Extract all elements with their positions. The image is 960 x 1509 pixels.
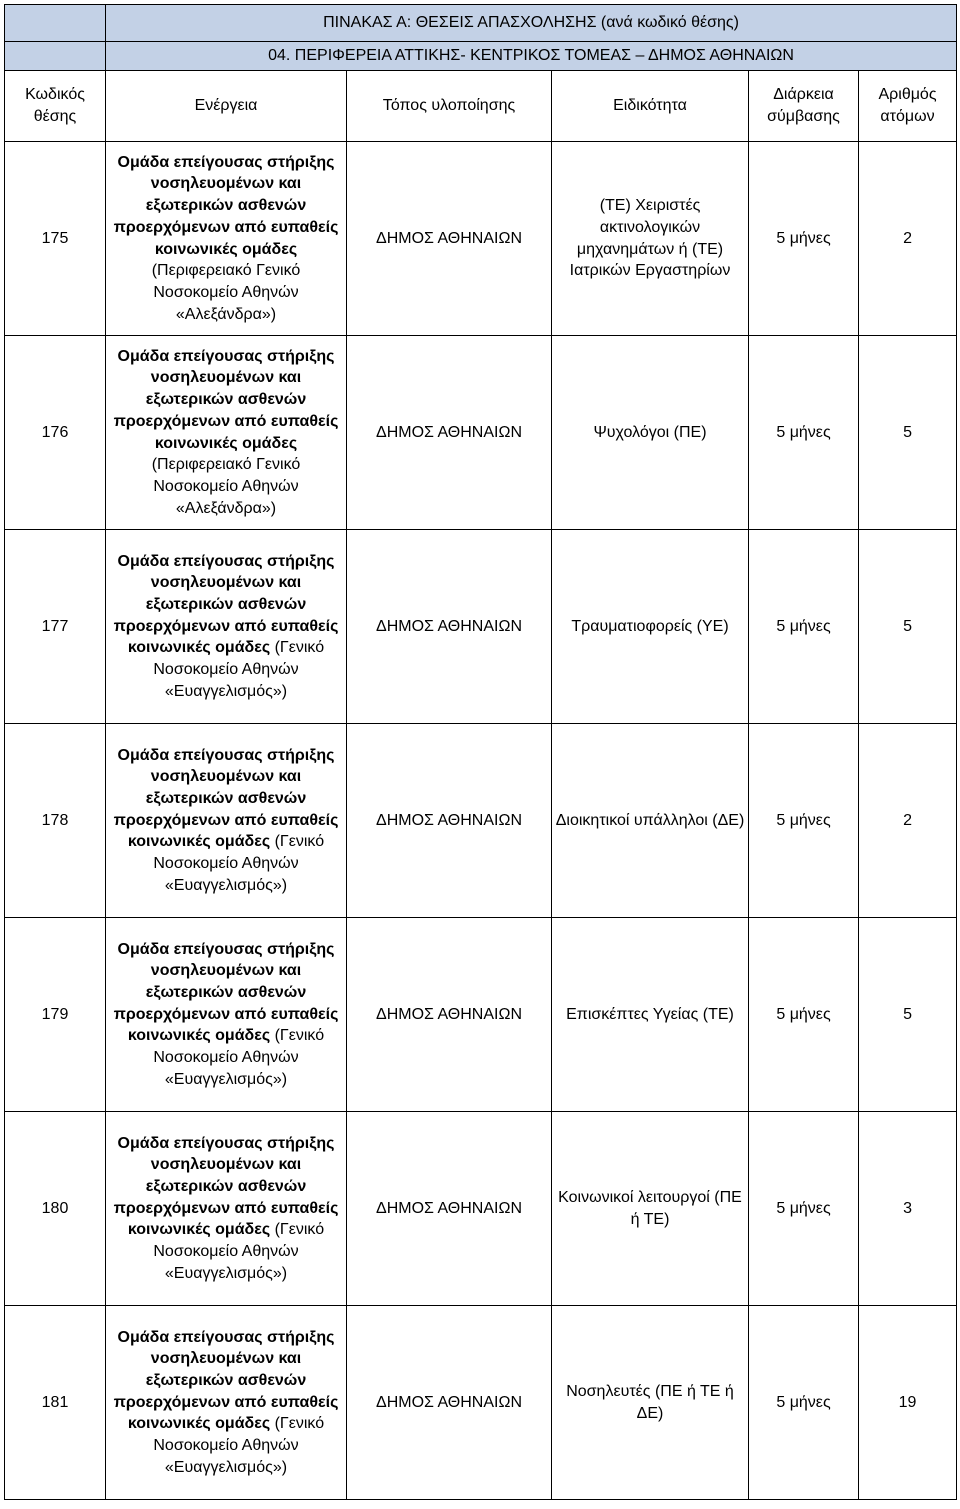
activity-cell — [106, 142, 347, 336]
activity-bold: Ομάδα επείγουσας στήριξης νοσηλευομένων και εξωτερικών ασθενών προερχόμενων από ευπαθείς κοινωνικές ομάδες — [113, 1328, 339, 1433]
table-title-row — [5, 5, 957, 42]
position-code: 175 — [5, 142, 106, 336]
table-row — [5, 1306, 957, 1500]
activity-bold: Ομάδα επείγουσας στήριξης νοσηλευομένων και εξωτερικών ασθενών προερχόμενων από ευπαθείς κοινωνικές ομάδες — [113, 347, 339, 452]
activity-cell — [106, 336, 347, 530]
table-row — [5, 336, 957, 530]
location-cell: ΔΗΜΟΣ ΑΘΗΝΑΙΩΝ — [347, 918, 552, 1112]
header-code: Κωδικός θέσης — [5, 71, 106, 142]
duration-cell: 5 μήνες — [749, 1306, 859, 1500]
count-cell: 3 — [859, 1112, 957, 1306]
table-row — [5, 918, 957, 1112]
duration-cell: 5 μήνες — [749, 918, 859, 1112]
duration-cell: 5 μήνες — [749, 530, 859, 724]
activity-detail: (Γενικό Νοσοκομείο Αθηνών «Ευαγγελισμός») — [153, 1415, 325, 1476]
count-cell: 2 — [859, 142, 957, 336]
count-cell: 19 — [859, 1306, 957, 1500]
header-row — [5, 71, 957, 142]
activity-bold: Ομάδα επείγουσας στήριξης νοσηλευομένων και εξωτερικών ασθενών προερχόμενων από ευπαθείς κοινωνικές ομάδες — [113, 746, 339, 851]
activity-cell — [106, 724, 347, 918]
specialty-cell: Διοικητικοί υπάλληλοι (ΔΕ) — [552, 724, 749, 918]
header-activity: Ενέργεια — [106, 71, 347, 142]
position-code: 178 — [5, 724, 106, 918]
activity-cell — [106, 918, 347, 1112]
activity-detail: (Γενικό Νοσοκομείο Αθηνών «Ευαγγελισμός») — [153, 1221, 325, 1282]
header-location: Τόπος υλοποίησης — [347, 71, 552, 142]
subtitle-blank-cell — [5, 42, 106, 71]
count-cell: 2 — [859, 724, 957, 918]
table-row — [5, 724, 957, 918]
count-cell: 5 — [859, 336, 957, 530]
position-code: 181 — [5, 1306, 106, 1500]
specialty-cell: (ΤΕ) Χειριστές ακτινολογικών μηχανημάτων ή (ΤΕ) Ιατρικών Εργαστηρίων — [552, 142, 749, 336]
activity-detail: (Γενικό Νοσοκομείο Αθηνών «Ευαγγελισμός») — [153, 639, 325, 700]
activity-bold: Ομάδα επείγουσας στήριξης νοσηλευομένων και εξωτερικών ασθενών προερχόμενων από ευπαθείς κοινωνικές ομάδες — [113, 552, 339, 657]
duration-cell: 5 μήνες — [749, 1112, 859, 1306]
table-row — [5, 1112, 957, 1306]
activity-cell — [106, 1112, 347, 1306]
duration-cell: 5 μήνες — [749, 336, 859, 530]
header-specialty: Ειδικότητα — [552, 71, 749, 142]
activity-detail: (Γενικό Νοσοκομείο Αθηνών «Ευαγγελισμός») — [153, 833, 325, 894]
table-row — [5, 530, 957, 724]
position-code: 176 — [5, 336, 106, 530]
table-subtitle: 04. ΠΕΡΙΦΕΡΕΙΑ ΑΤΤΙΚΗΣ- ΚΕΝΤΡΙΚΟΣ ΤΟΜΕΑΣ – ΔΗΜΟΣ ΑΘΗΝΑΙΩΝ — [106, 42, 957, 71]
location-cell: ΔΗΜΟΣ ΑΘΗΝΑΙΩΝ — [347, 1112, 552, 1306]
specialty-cell: Τραυματιοφορείς (ΥΕ) — [552, 530, 749, 724]
table-subtitle-row — [5, 42, 957, 71]
activity-bold: Ομάδα επείγουσας στήριξης νοσηλευομένων και εξωτερικών ασθενών προερχόμενων από ευπαθείς κοινωνικές ομάδες — [113, 940, 339, 1045]
activity-cell — [106, 530, 347, 724]
specialty-cell: Νοσηλευτές (ΠΕ ή ΤΕ ή ΔΕ) — [552, 1306, 749, 1500]
specialty-cell: Ψυχολόγοι (ΠΕ) — [552, 336, 749, 530]
location-cell: ΔΗΜΟΣ ΑΘΗΝΑΙΩΝ — [347, 724, 552, 918]
duration-cell: 5 μήνες — [749, 724, 859, 918]
location-cell: ΔΗΜΟΣ ΑΘΗΝΑΙΩΝ — [347, 142, 552, 336]
activity-detail: (Γενικό Νοσοκομείο Αθηνών «Ευαγγελισμός») — [153, 1027, 325, 1088]
duration-cell: 5 μήνες — [749, 142, 859, 336]
count-cell: 5 — [859, 530, 957, 724]
activity-detail: (Περιφερειακό Γενικό Νοσοκομείο Αθηνών «Αλεξάνδρα») — [151, 456, 301, 517]
table-title: ΠΙΝΑΚΑΣ Α: ΘΕΣΕΙΣ ΑΠΑΣΧΟΛΗΣΗΣ (ανά κωδικό θέσης) — [106, 5, 957, 42]
header-count: Αριθμός ατόμων — [859, 71, 957, 142]
positions-table — [4, 4, 957, 1500]
header-duration: Διάρκεια σύμβασης — [749, 71, 859, 142]
table-row — [5, 142, 957, 336]
position-code: 180 — [5, 1112, 106, 1306]
location-cell: ΔΗΜΟΣ ΑΘΗΝΑΙΩΝ — [347, 1306, 552, 1500]
location-cell: ΔΗΜΟΣ ΑΘΗΝΑΙΩΝ — [347, 336, 552, 530]
count-cell: 5 — [859, 918, 957, 1112]
activity-cell — [106, 1306, 347, 1500]
specialty-cell: Επισκέπτες Υγείας (ΤΕ) — [552, 918, 749, 1112]
specialty-cell: Κοινωνικοί λειτουργοί (ΠΕ ή ΤΕ) — [552, 1112, 749, 1306]
activity-bold: Ομάδα επείγουσας στήριξης νοσηλευομένων και εξωτερικών ασθενών προερχόμενων από ευπαθείς κοινωνικές ομάδες — [113, 153, 339, 258]
position-code: 179 — [5, 918, 106, 1112]
activity-bold: Ομάδα επείγουσας στήριξης νοσηλευομένων και εξωτερικών ασθενών προερχόμενων από ευπαθείς κοινωνικές ομάδες — [113, 1134, 339, 1239]
activity-detail: (Περιφερειακό Γενικό Νοσοκομείο Αθηνών «Αλεξάνδρα») — [151, 262, 301, 323]
position-code: 177 — [5, 530, 106, 724]
title-blank-cell — [5, 5, 106, 42]
location-cell: ΔΗΜΟΣ ΑΘΗΝΑΙΩΝ — [347, 530, 552, 724]
